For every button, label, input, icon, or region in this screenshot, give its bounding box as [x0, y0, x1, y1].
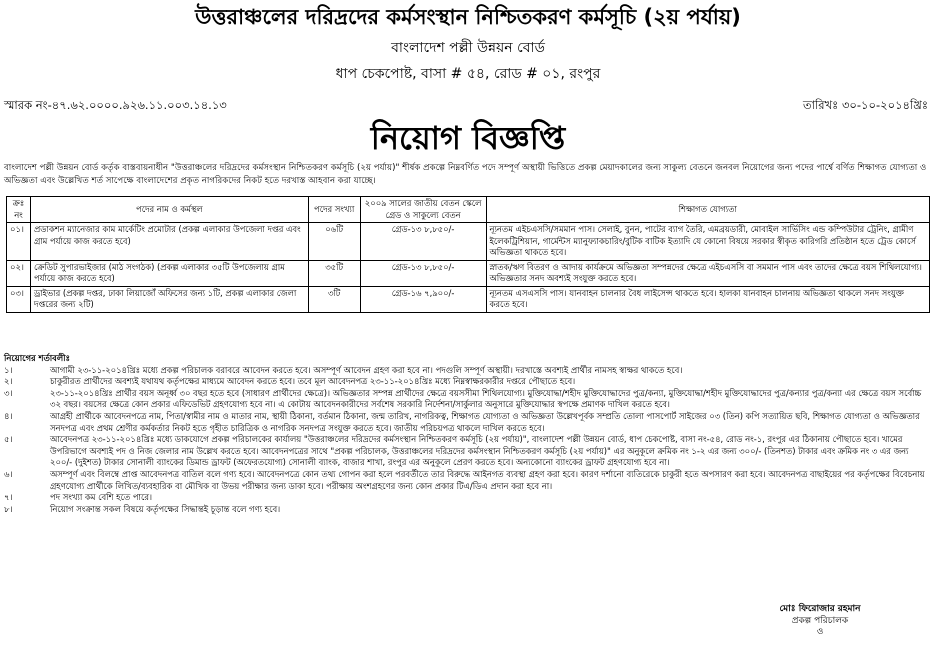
notice-date: তারিখঃ ৩০-১০-২০১৪খ্রিঃ	[803, 98, 928, 112]
term-number: ২।	[4, 376, 13, 387]
memo-number: স্মারক নং-৪৭.৬২.০০০০.৯২৬.১১.০০৩.১৪.১৩	[4, 98, 227, 112]
row-qualification: ন্যূনতম এসএসসি পাস। যানবাহন চালনার বৈধ লাইসেন্স থাকতে হবে। হালকা যানবাহন চালনায় অভিজ্ঞতা থাকলে সনদ সংযুক্ত করতে হবে।	[486, 286, 930, 312]
header-count: পদের সংখ্যা	[308, 197, 360, 223]
header-serial: ক্রঃ নং	[7, 197, 31, 223]
office-address: ধাপ চেকপোষ্ট, বাসা # ৫৪, রোড # ০১, রংপুর	[335, 66, 601, 82]
list-item	[4, 411, 930, 434]
row-grade: গ্রেড-১৩ ৮,৮৫০/-	[360, 260, 486, 286]
table-row	[7, 286, 930, 312]
term-number: ৫।	[4, 434, 13, 445]
table-row	[7, 260, 930, 286]
table-row	[7, 223, 930, 261]
row-post: ক্রেডিট সুপারভাইজার (মাঠ সংগঠক) (প্রকল্প এলাকার ৩৫টি উপজেলায় গ্রাম পর্যায়ে কাজ করতে হবে)	[30, 260, 308, 286]
row-count: ৩টি	[308, 286, 360, 312]
header-post: পদের নাম ও কর্মস্থল	[30, 197, 308, 223]
header-qualification: শিক্ষাগত যোগ্যতা	[486, 197, 930, 223]
row-post: প্রডাকশন ম্যানেজার কাম মার্কেটিং প্রমোটার (প্রকল্প এলাকার উপজেলা দপ্তর এবং গ্রাম পর্যায়ে কাজ করতে হবে)	[30, 223, 308, 261]
header-grade: ২০০৯ সালের জাতীয় বেতন স্কেলে গ্রেড ও সাকুল্যে বেতন	[360, 197, 486, 223]
notice-heading: নিয়োগ বিজ্ঞপ্তি	[370, 119, 566, 157]
table-header-row	[7, 197, 930, 223]
term-text: পদ সংখ্যা কম বেশি হতে পারে।	[50, 492, 152, 503]
term-text: চাকুরীরত প্রার্থীদের অবশ্যই যথাযথ কর্তৃপক্ষের মাধ্যমে আবেদন করতে হবে। তবে মূল আবেদনপত্র ২৩-১১-২০১৪খ্রিঃ মধ্যে নিম্নস্বাক্ষরকারীর দপ্তরে পৌছাতে হবে।	[50, 376, 576, 387]
term-number: ৩।	[4, 387, 13, 398]
term-text: নিয়োগ সংক্রান্ত সকল বিষয়ে কর্তৃপক্ষের সিদ্ধান্তই চূড়ান্ত বলে গণ্য হবে।	[50, 503, 281, 514]
term-text: আবেদনপত্র ২৩-১১-২০১৪খ্রিঃ মধ্যে ডাকযোগে প্রকল্প পরিচালকের কার্যালয় "উত্তরাঞ্চলের দরিদ্রদের কর্মসংস্থান নিশ্চিতকরণ কর্মসূচি (২য় পর্যায়)", বাংলাদেশ পল্লী উন্নয়ন বোর্ড, ধাপ চেকপোষ্ট, বাসা নং-৫৪, রোড নং-১, রংপুর এর ঠিকানায় পৌছাতে হবে। খামের উপরিভাগে অবশ্যই পদ ও নিজ জেলার নাম উল্লেখ করতে হবে। আবেদনপত্রের সাথে "প্রকল্প পরিচালক, উত্তরাঞ্চলের দরিদ্রদের কর্মসংস্থান নিশ্চিতকরণ কর্মসূচি (২য় পর্যায়)" এর অনুকূলে ক্রমিক নং ১-২ এর জন্য ৩০০/- (তিনশত) টাকার এবং ক্রমিক নং ৩ এর জন্য ২০০/- (দুইশত) টাকার সোনালী ব্যাংকের ডিমান্ড ড্রাফট (অফেরতযোগ্য) সোনালী ব্যাংক, বাজার শাখা, রংপুর এর অনুকূলে প্রেরণ করতে হবে। অন্যকোনো ব্যাংকের ড্রাফট গ্রহণযোগ্য হবে না।	[50, 434, 909, 468]
term-text: আগামী ২৩-১১-২০১৪খ্রিঃ মধ্যে প্রকল্প পরিচালক বরাবরে আবেদন করতে হবে। অসম্পূর্ণ আবেদন গ্রহণ করা হবে না। পদগুলি সম্পূর্ণ অস্থায়ী। দরখাস্তে অবশ্যই প্রার্থীর নামসহ স্বাক্ষর থাকতে হবে।	[50, 364, 683, 375]
row-count: ০৬টি	[308, 223, 360, 261]
row-qualification: ন্যূনতম এইচএসসি/সমমান পাস। সেলাই, বুনন, পাটের ব্যাগ তৈরি, এমব্রয়ডারী, মোবাইল সার্ভিসিং এন্ড কম্পিউটার ট্রেনিং, গ্রামীণ ইলেকট্রিশিয়ান, গার্মেন্টস ম্যানুফ্যাকচারিং/বুটিক বাটিক ইত্যাদি যে কোনো বিষয়ে সরকার স্বীকৃত কারিগরি প্রতিষ্ঠান হতে ট্রেড কোর্সে অভিজ্ঞতা থাকতে হবে।	[486, 223, 930, 261]
row-serial: ০২।	[7, 260, 31, 286]
row-qualification: স্নাতক/ঋণ বিতরণ ও আদায় কার্যক্রমে অভিজ্ঞতা সম্পন্নদের ক্ষেত্রে এইচএসসি বা সমমান পাস এবং তাদের ক্ষেত্রে বয়স শিথিলযোগ্য। অভিজ্ঞতার সনদ অবশ্যই সংযুক্ত করতে হবে।	[486, 260, 930, 286]
row-grade: গ্রেড-১৩ ৮,৮৫০/-	[360, 223, 486, 261]
terms-heading: নিয়োগের শর্তাবলীঃ	[4, 353, 70, 363]
list-item	[4, 388, 930, 411]
term-number: ৭।	[4, 492, 13, 503]
term-text: অসম্পূর্ণ এবং বিলম্বে প্রাপ্ত আবেদনপত্র বাতিল বলে গণ্য হবে। আবেদনপত্রে কোন তথ্য গোপন করা হলে পরবর্তীতে তার বিরুদ্ধে আইনগত ব্যবস্থা গ্রহণ করা হবে। কারণ দর্শানো ব্যতিরেকে চাকুরী হতে অপসারণ করা হবে। আবেদনপত্র বাছাইয়ের পর কর্তৃপক্ষের বিবেচনায় গ্রহণযোগ্য প্রার্থীকে লিখিত/ব্যবহারিক বা মৌখিক বা উভয় পরীক্ষার জন্য ডাকা হবে। পরীক্ষায় অংশগ্রহণের জন্য কোন প্রকার টিএ/ডিএ প্রদান করা হবে না।	[50, 468, 925, 491]
term-text: আগ্রহী প্রার্থীকে আবেদনপত্রে নাম, পিতা/স্বামীর নাম ও মাতার নাম, স্থায়ী ঠিকানা, বর্তমান ঠিকানা, জন্ম তারিখ, নাগরিকত্ব, শিক্ষাগত যোগ্যতা ও অভিজ্ঞতা উল্লেখপূর্বক সম্প্রতি তোলা পাসপোর্ট সাইজের ০৩ (তিন) কপি সত্যায়িত ছবি, শিক্ষাগত যোগ্যতা ও অভিজ্ঞতার সনদপত্র এবং প্রথম শ্রেণীর কর্মকর্তার নিকট হতে গৃহীত চারিত্রিক ও নাগরিক সনদপত্র সংযুক্ত করতে হবে। জাতীয় পরিচয়পত্র থাকলে দাখিল করতে হবে।	[50, 410, 920, 433]
list-item	[4, 492, 930, 504]
row-count: ৩৫টি	[308, 260, 360, 286]
row-grade: গ্রেড-১৬ ৭,৯০০/-	[360, 286, 486, 312]
row-serial: ০১।	[7, 223, 31, 261]
organization-name: বাংলাদেশ পল্লী উন্নয়ন বোর্ড	[391, 40, 545, 56]
signatory-conjunction: ও	[816, 627, 824, 637]
terms-section	[4, 353, 930, 515]
list-item	[4, 469, 930, 492]
page-title: উত্তরাঞ্চলের দরিদ্রদের কর্মসংস্থান নিশ্চিতকরণ কর্মসূচি (২য় পর্যায়)	[195, 5, 741, 29]
list-item	[4, 434, 930, 469]
row-post: ড্রাইভার (প্রকল্প দপ্তর, ঢাকা লিয়াজোঁ অফিসের জন্য ১টি, প্রকল্প এলাকার জেলা দপ্তরের জন্য ২টি)	[30, 286, 308, 312]
list-item	[4, 376, 930, 388]
signature-block	[720, 604, 920, 639]
term-number: ১।	[4, 364, 13, 375]
list-item	[4, 504, 930, 516]
term-text: ২৩-১১-২০১৪খ্রিঃ প্রার্থীর বয়স অনূর্ধ্ব ৩০ বছর হতে হবে (সাধারণ প্রার্থীদের ক্ষেত্রে)। অভিজ্ঞতার সম্পন্ন প্রার্থীদের ক্ষেত্রে বয়সসীমা শিথিলযোগ্য। মুক্তিযোদ্ধা/শহীদ মুক্তিযোদ্ধাদের পুত্র/কন্যা, মুক্তিযোদ্ধা/শহীদ মুক্তিযোদ্ধাদের পুত্র/কন্যার পুত্র/কন্যা এর ক্ষেত্রে বয়স সর্বোচ্চ ৩২ বছর। বয়সের ক্ষেত্রে কোন প্রকার এফিডেভিট গ্রহণযোগ্য হবে না। এ কোটায় আবেদনকারীদের সর্বশেষ সরকারি নির্দেশনা/সার্কুলার অনুসারে মুক্তিযোদ্ধার স্বপক্ষে প্রমাণক দাখিল করতে হবে।	[50, 387, 922, 410]
list-item	[4, 365, 930, 377]
posts-table	[6, 196, 930, 313]
term-number: ৮।	[4, 503, 13, 514]
signatory-designation: প্রকল্প পরিচালক	[791, 615, 849, 626]
signatory-name: মোঃ ফিরোজার রহমান	[779, 604, 861, 614]
row-serial: ০৩।	[7, 286, 31, 312]
term-number: ৪।	[4, 410, 13, 421]
term-number: ৬।	[4, 468, 13, 479]
intro-paragraph: বাংলাদেশ পল্লী উন্নয়ন বোর্ড কর্তৃক বাস্তবায়নাধীন "উত্তরাঞ্চলের দরিদ্রদের কর্মসংস্থান নিশ্চিতকরণ কর্মসূচি (২য় পর্যায়)" শীর্ষক প্রকল্পে নিম্নবর্ণিত পদে সম্পূর্ণ অস্থায়ী ভিত্তিতে প্রকল্প মেয়াদকালের জন্য সাকুল্য বেতনে জনবল নিয়োগের জন্য পদের পার্শ্বে বর্ণিত শিক্ষাগত যোগ্যতা ও অভিজ্ঞতা এবং উল্লেখিত শর্ত সাপেক্ষে বাংলাদেশের প্রকৃত নাগরিকদের নিকট হতে দরখাস্ত আহবান করা যাচ্ছে।	[4, 163, 927, 186]
